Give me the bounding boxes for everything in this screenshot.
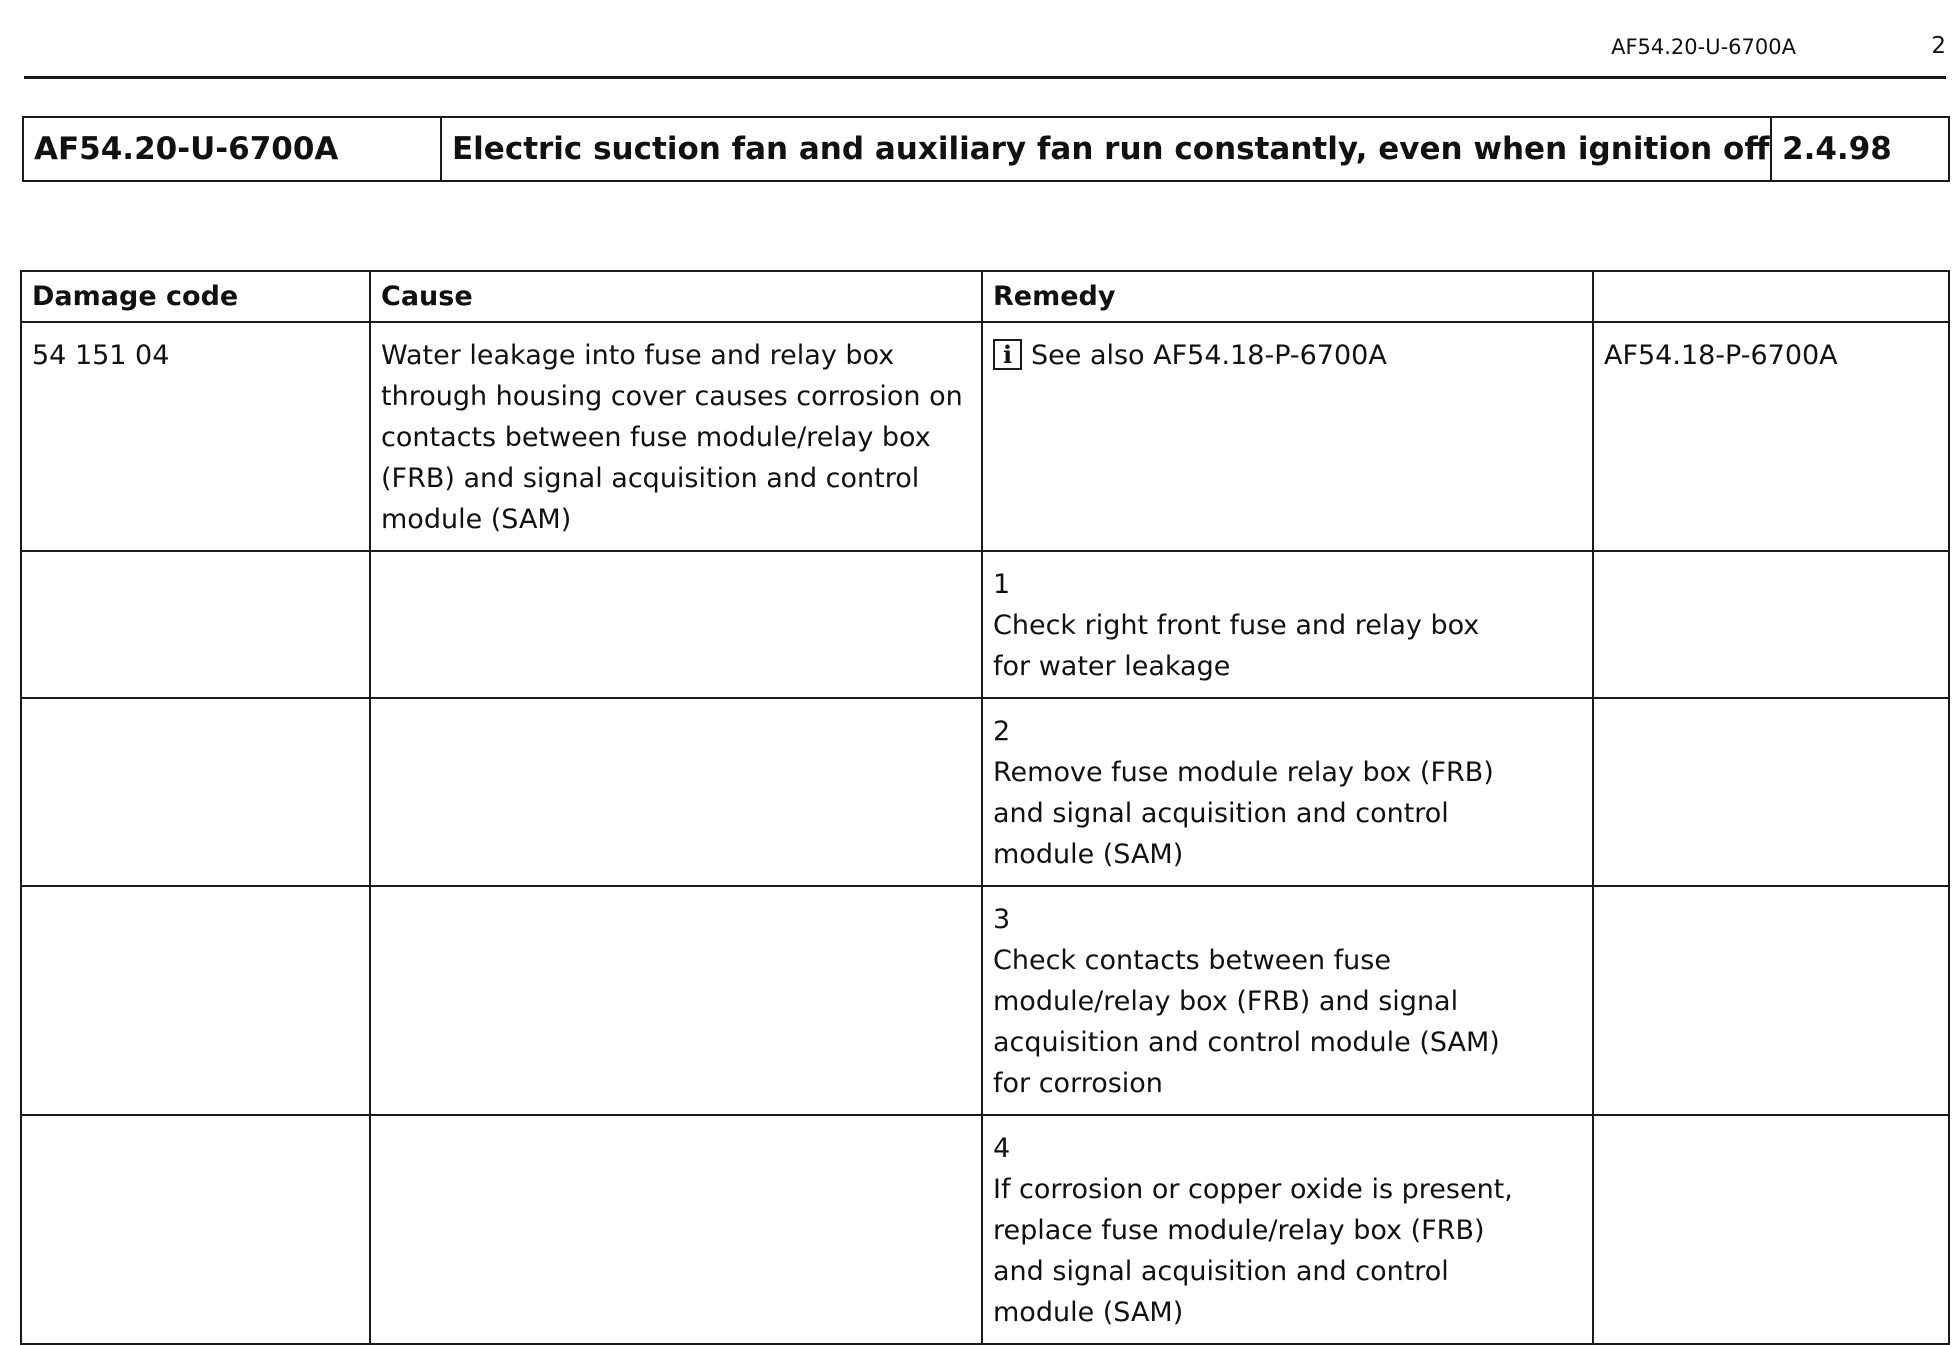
- table-row: [21, 886, 1949, 1115]
- step-number: 2: [993, 716, 1011, 747]
- remedy-step-cell: [982, 551, 1593, 698]
- empty-cell: [21, 698, 370, 886]
- page-header: [24, 30, 1946, 79]
- step-text: If corrosion or copper oxide is present, replace fuse module/relay box (FRB) and signal acquisition and control module (SAM): [993, 1174, 1513, 1328]
- cause-cell: Water leakage into fuse and relay box through housing cover causes corrosion on contacts between fuse module/relay box (FRB) and signal acquisition and control module (SAM): [370, 322, 982, 551]
- step-number: 3: [993, 904, 1011, 935]
- empty-cell: [1593, 551, 1949, 698]
- step-text: Check contacts between fuse module/relay box (FRB) and signal acquisition and control module (SAM) for corrosion: [993, 945, 1500, 1099]
- step-number: 4: [993, 1133, 1011, 1164]
- empty-cell: [370, 1115, 982, 1344]
- step-number: 1: [993, 569, 1011, 600]
- remedy-step-cell: [982, 698, 1593, 886]
- info-icon: i: [993, 339, 1022, 370]
- table-row: [21, 551, 1949, 698]
- diagnosis-table: [20, 270, 1950, 1345]
- damage-code-cell: 54 151 04: [21, 322, 370, 551]
- remedy-note-cell: [982, 322, 1593, 551]
- table-header-row: [21, 271, 1949, 322]
- empty-cell: [370, 698, 982, 886]
- empty-cell: [1593, 886, 1949, 1115]
- empty-cell: [1593, 698, 1949, 886]
- column-header-damage-code: Damage code: [21, 271, 370, 322]
- table-row: [21, 322, 1949, 551]
- header-doc-ref: AF54.20-U-6700A: [1611, 35, 1796, 59]
- remedy-note-text: See also AF54.18-P-6700A: [1031, 340, 1387, 371]
- empty-cell: [21, 1115, 370, 1344]
- empty-cell: [370, 886, 982, 1115]
- table-row: [21, 1115, 1949, 1344]
- document-title: Electric suction fan and auxiliary fan run constantly, even when ignition off: [441, 117, 1771, 181]
- reference-link[interactable]: AF54.18-P-6700A: [1593, 322, 1949, 551]
- column-header-remedy: Remedy: [982, 271, 1593, 322]
- table-row: [21, 698, 1949, 886]
- remedy-step-cell: [982, 886, 1593, 1115]
- remedy-step-cell: [982, 1115, 1593, 1344]
- empty-cell: [370, 551, 982, 698]
- empty-cell: [1593, 1115, 1949, 1344]
- column-header-reference: [1593, 271, 1949, 322]
- title-bar: [22, 116, 1950, 182]
- step-text: Remove fuse module relay box (FRB) and signal acquisition and control module (SAM): [993, 757, 1494, 870]
- empty-cell: [21, 551, 370, 698]
- column-header-cause: Cause: [370, 271, 982, 322]
- document-code: AF54.20-U-6700A: [23, 117, 441, 181]
- page-number: 2: [1931, 33, 1946, 59]
- step-text: Check right front fuse and relay box for water leakage: [993, 610, 1480, 682]
- empty-cell: [21, 886, 370, 1115]
- document-date: 2.4.98: [1771, 117, 1949, 181]
